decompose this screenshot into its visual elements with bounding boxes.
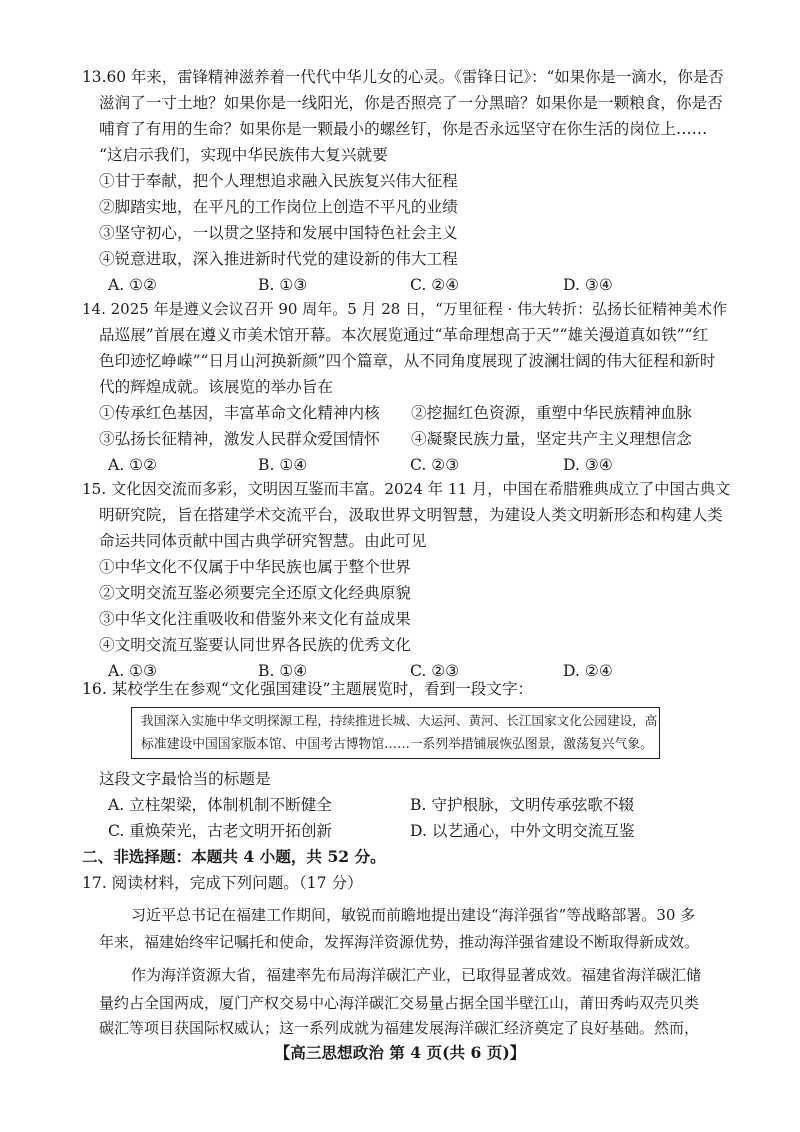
q15-item: ④文明交流互鉴要认同世界各民族的优秀文化 <box>99 636 411 654</box>
q13-option-d: D. ③④ <box>563 276 613 294</box>
q16-prompt: 这段文字最恰当的标题是 <box>99 770 271 788</box>
q13-option-c: C. ②④ <box>410 276 460 294</box>
page-footer: 【高三思想政治 第 4 页(共 6 页)】 <box>274 1043 526 1062</box>
q15-option-c: C. ②③ <box>410 662 460 680</box>
q13-stem-line: 13.60 年来，雷锋精神滋养着一代代中华儿女的心灵。《雷锋日记》：“如果你是一滴水，你是否 <box>82 68 724 86</box>
q14-option-b: B. ①④ <box>258 456 308 474</box>
q14-stem-line: 代的辉煌成就。该展览的举办旨在 <box>99 378 333 396</box>
q17-material-line: 习近平总书记在福建工作期间，敏锐而前瞻地提出建设“海洋强省”等战略部署。30 多 <box>131 906 696 924</box>
q15-item: ③中华文化注重吸收和借鉴外来文化有益成果 <box>99 610 411 628</box>
q13-options <box>0 272 800 298</box>
q15-stem-line: 明研究院，旨在搭建学术交流平台，汲取世界文明智慧，为建设人类文明新形态和构建人类 <box>99 506 723 524</box>
q14-stem-line: 品巡展”首展在遵义市美术馆开幕。本次展览通过“革命理想高于天”“雄关漫道真如铁”“红 <box>99 326 709 344</box>
q13-item: ③坚守初心，一以贯之坚持和发展中国特色社会主义 <box>99 224 458 242</box>
q16-option-b: B. 守护根脉，文明传承弦歌不辍 <box>410 796 635 814</box>
q15-option-d: D. ②④ <box>563 662 613 680</box>
q13-option-b: B. ①③ <box>258 276 308 294</box>
q14-options <box>0 452 800 478</box>
q17-material-line: 量约占全国两成，厦门产权交易中心海洋碳汇交易量占据全国半壁江山，莆田秀屿双壳贝类 <box>99 994 700 1012</box>
q16-option-c: C. 重焕荣光，古老文明开拓创新 <box>108 822 333 840</box>
q15-stem-line: 15. 文化因交流而多彩，文明因互鉴而丰富。2024 年 11 月，中国在希腊雅典成立了中国古典文 <box>82 480 731 498</box>
q16-stem: 16. 某校学生在参观“文化强国建设”主题展览时，看到一段文字： <box>82 680 534 698</box>
q13-item: ②脚踏实地，在平凡的工作岗位上创造不平凡的业绩 <box>99 198 458 216</box>
q15-option-a: A. ①③ <box>108 662 158 680</box>
section-heading: 二、非选择题：本题共 4 小题，共 52 分。 <box>82 847 386 866</box>
q15-option-b: B. ①④ <box>258 662 308 680</box>
q14-item: ②挖掘红色资源，重塑中华民族精神血脉 <box>411 404 692 422</box>
q13-item: ①甘于奉献，把个人理想追求融入民族复兴伟大征程 <box>99 172 458 190</box>
q14-option-c: C. ②③ <box>410 456 460 474</box>
q14-stem-line: 色印迹忆峥嵘”“日月山河换新颜”四个篇章，从不同角度展现了波澜壮阔的伟大征程和新时 <box>99 352 716 370</box>
q15-stem-line: 命运共同体贡献中国古典学研究智慧。由此可见 <box>99 532 427 550</box>
q16-option-a: A. 立柱架梁，体制机制不断健全 <box>108 796 332 814</box>
q16-quote-line: 我国深入实施中华文明探源工程，持续推进长城、大运河、黄河、长江国家文化公园建设，高 <box>141 713 658 728</box>
q13-stem-line: 滋润了一寸土地？如果你是一线阳光，你是否照亮了一分黑暗？如果你是一颗粮食，你是否 <box>99 94 723 112</box>
q13-stem-line: “这启示我们，实现中华民族伟大复兴就要 <box>99 146 388 164</box>
q14-option-a: A. ①② <box>108 456 158 474</box>
q13-item: ④锐意进取，深入推进新时代党的建设新的伟大工程 <box>99 250 458 268</box>
q17-stem: 17. 阅读材料，完成下列问题。（17 分） <box>82 874 363 892</box>
q15-item: ①中华文化不仅属于中华民族也属于整个世界 <box>99 558 411 576</box>
q14-item: ①传承红色基因，丰富革命文化精神内核 <box>99 404 380 422</box>
q17-material-line: 作为海洋资源大省，福建率先布局海洋碳汇产业，已取得显著成效。福建省海洋碳汇储 <box>131 966 702 984</box>
q16-quote-box <box>131 707 660 759</box>
q14-stem-line: 14. 2025 年是遵义会议召开 90 周年。5 月 28 日，“万里征程 · 伟大转折：弘扬长征精神美术作 <box>82 300 728 318</box>
q14-option-d: D. ③④ <box>563 456 613 474</box>
q13-option-a: A. ①② <box>108 276 158 294</box>
q14-item: ④凝聚民族力量，坚定共产主义理想信念 <box>411 430 692 448</box>
q16-option-d: D. 以艺通心，中外文明交流互鉴 <box>410 822 635 840</box>
q17-material-line: 碳汇等项目获国际权威认；这一系列成就为福建发展海洋碳汇经济奠定了良好基础。然而， <box>99 1019 700 1037</box>
q16-quote-line: 标准建设中国国家版本馆、中国考古博物馆……一系列举措铺展恢弘图景，激荡复兴气象。 <box>141 737 653 752</box>
q14-item: ③弘扬长征精神，激发人民群众爱国情怀 <box>99 430 380 448</box>
q17-material-line: 年来，福建始终牢记嘱托和使命，发挥海洋资源优势，推动海洋强省建设不断取得新成效。 <box>99 933 700 951</box>
q13-stem-line: 哺育了有用的生命？如果你是一颗最小的螺丝钉，你是否永远坚守在你生活的岗位上…… <box>99 120 708 138</box>
q15-item: ②文明交流互鉴必须要完全还原文化经典原貌 <box>99 584 411 602</box>
